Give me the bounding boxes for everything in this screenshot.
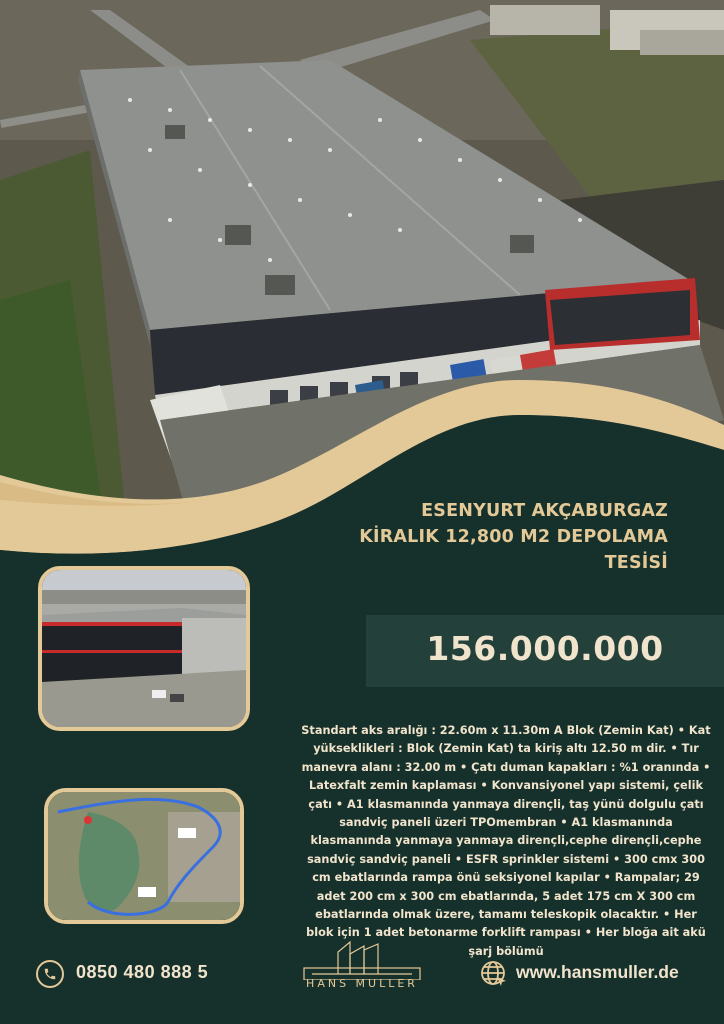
phone-icon [36, 960, 64, 988]
location-map [44, 788, 244, 924]
footer [0, 940, 724, 1024]
phone-number[interactable]: 0850 480 888 5 [76, 962, 209, 982]
logo-mark [302, 940, 422, 980]
title-line-2: KİRALIK 12,800 M2 DEPOLAMA [359, 527, 668, 547]
title-line-1: ESENYURT AKÇABURGAZ [421, 501, 668, 521]
globe-cursor-icon [480, 960, 508, 988]
price-value: 156.000.000 [426, 629, 664, 668]
title-line-3: TESİSİ [604, 553, 668, 573]
website-link[interactable]: www.hansmuller.de [516, 962, 679, 982]
logo-text: HANS MULLER [306, 977, 418, 990]
price-box [366, 615, 724, 687]
building-photo [38, 566, 250, 731]
building-photo-image [42, 570, 246, 727]
company-logo [302, 940, 422, 1000]
listing-title [308, 498, 668, 576]
location-map-image [48, 792, 240, 920]
property-description: Standart aks aralığı : 22.60m x 11.30m A Blok (Zemin Kat) • Kat yükseklikleri : Blok (Zemin Kat) ta kiriş altı 12.50 m dir. • Tır manevra alanı : 32.00 m • Çatı duman kapakları : %1 oranında • Latexfalt zemin kaplaması • Konvansiyonel yapı sistemi, çelik çatı • A1 klasmanında yanmaya dirençli, taş yünü dolgulu çatı sandviç paneli üzeri TPOmembran • A1 klasmanında klasmanında yanmaya yanmaya dirençli,cephe dirençli,cephe sandviç sandviç paneli • ESFR sprinkler sistemi • 300 cmx 300 cm ebatlarında rampa önü seksiyonel kapılar • Rampalar; 29 adet 200 cm x 300 cm ebatlarında, 5 adet 175 cm X 300 cm ebatlarında olmak üzere, tamamı teleskopik olacaktır. • Her blok için 1 adet betonarme forklift rampası • Her bloğa ait akü şarj bölümü [301, 724, 711, 958]
